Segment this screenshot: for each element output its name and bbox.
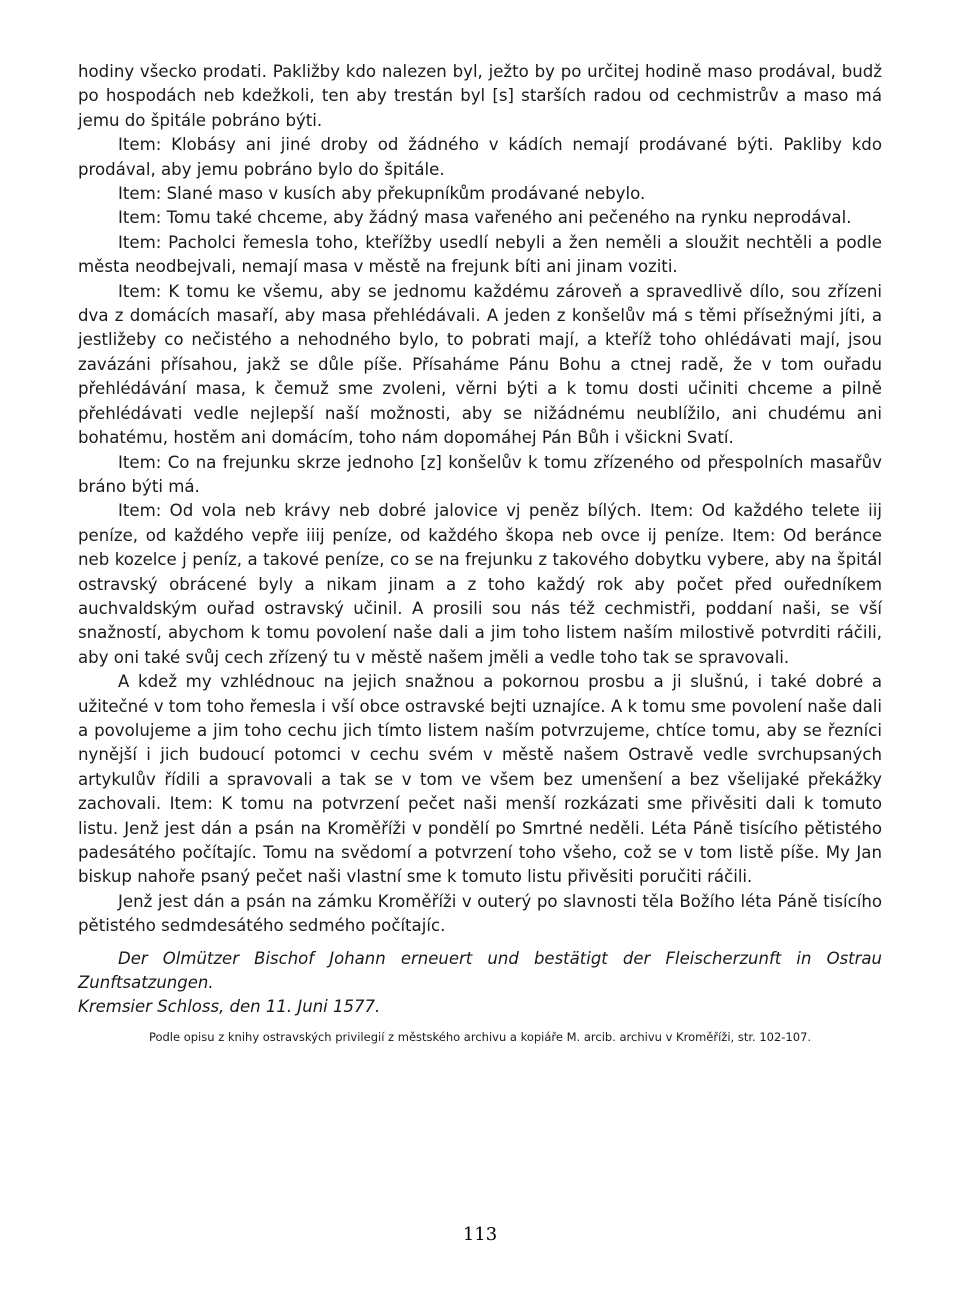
paragraph: Item: K tomu ke všemu, aby se jednomu každému zároveň a spravedlivě dílo, sou zřízeni dva z domácích masaří, aby masa přehlédávali. A jeden z konšelův má s těmi přísežnými jíti, a jestližeby co nečistého a nehodného bylo, to pobrati mají, a kteříž toho ohlédávati mají, jsou zavázáni přísahou, jakž se důle píše. Přísaháme Pánu Bohu a ctnej radě, že v tom ouřadu přehlédávání masa, k čemuž sme zvoleni, věrni býti a k tomu dosti učiniti chceme a pilně přehlédávati vedle nejlepší naší možnosti, aby se nižádnému neublížilo, ani chudému ani bohatému, hostěm ani domácím, toho nám dopomáhej Pán Bůh i všickni Svatí. [78, 281, 882, 448]
paragraph: Item: Klobásy ani jiné droby od žádného v kádích nemají prodávané býti. Pakliby kdo prodával, aby jemu pobráno bylo do špitále. [78, 135, 882, 179]
german-summary-caption [78, 947, 882, 1019]
paragraph: Item: Tomu také chceme, aby žádný masa vařeného ani pečeného na rynku neprodával. [118, 208, 852, 228]
paragraph: Item: Slané maso v kusích aby překupníkům prodávané nebylo. [118, 184, 646, 204]
paragraph: Item: Od vola neb krávy neb dobré jalovice vj peněz bílých. Item: Od každého telete iij peníze, od každého vepře iiij peníze, od každého škopa neb ovce ij peníze. Item: Od beránce neb kozelce j peníz, a takové peníze, co se na frejunku z takového dobytku vybere, aby na špitál ostravský obrácené byly a nikam jinam a z toho každý rok aby počet před ouředníkem auchvaldským ouřad ostravský učinil. A prosili sou nás též cechmistři, poddaní naši, se vší snažností, abychom k tomu povolení naše dali a jim toho listem naším milostivě potvrditi ráčili, aby oni také svůj cech zřízený tu v městě našem jměli a vedle toho tak se spravovali. [78, 501, 882, 667]
paragraph: A kdež my vzhlédnouc na jejich snažnou a pokornou prosbu a ji slušnú, i také dobré a užitečné v tom toho řemesla i vší obce ostravské bejti uznajíce. A k tomu sme povolení naše dali a povolujeme a jim toho cechu jich tímto listem naším potvrzujeme, chtíce tomu, aby se řezníci nynější i jich budoucí potomci v cechu svém v městě našem Ostravě vedle svrchupsaných artykulův řídili a spravovali a tak se v tom ve všem bez umenšení a bez všelijaké překážky zachovali. Item: K tomu na potvrzení pečet naši menší rozkázati sme přivěsiti dali k tomuto listu. Jenž jest dán a psán na Kroměříži v pondělí po Smrtné neděli. Léta Páně tisícího pětistého padesátého počítajíc. Tomu na svědomí a potvrzení toho všeho, což se v tom listě píše. My Jan biskup nahoře psaný pečet naši vlastní sme k tomuto listu přivěsiti poručiti ráčili. [78, 672, 882, 887]
source-note: Podle opisu z knihy ostravských privilegií z městského archivu a kopiáře M. arcib. archivu v Kroměříži, str. 102-107. [148, 1029, 812, 1044]
page-number: 113 [462, 1224, 498, 1245]
paragraph: Item: Pacholci řemesla toho, kteřížby usedlí nebyli a žen neměli a sloužit nechtěli a podle města neodbejvali, nemají masa v městě na frejunk bíti ani jinam voziti. [78, 232, 882, 277]
caption-line-1: Der Olmützer Bischof Johann erneuert und bestätigt der Fleischerzunft in Ostrau Zunftsatzungen. [78, 948, 882, 992]
paragraph: hodiny všecko prodati. Pakližby kdo nalezen byl, ježto by po určitej hodině maso prodával, budž po hospodách neb kdežkoli, ten aby trestán byl [s] starších radou od cechmistrův a maso má jemu do špitále pobráno býti. [78, 62, 882, 130]
paragraph: Item: Co na frejunku skrze jednoho [z] konšelův k tomu zřízeného od přespolních masařův bráno býti má. [78, 452, 882, 496]
paragraph: Jenž jest dán a psán na zámku Kroměříži v outerý po slavnosti těla Božího léta Páně tisícího pětistého sedmdesátého sedmého počítajíc. [78, 891, 882, 936]
body-text [78, 60, 882, 939]
caption-line-2: Kremsier Schloss, den 11. Juni 1577. [78, 996, 381, 1016]
